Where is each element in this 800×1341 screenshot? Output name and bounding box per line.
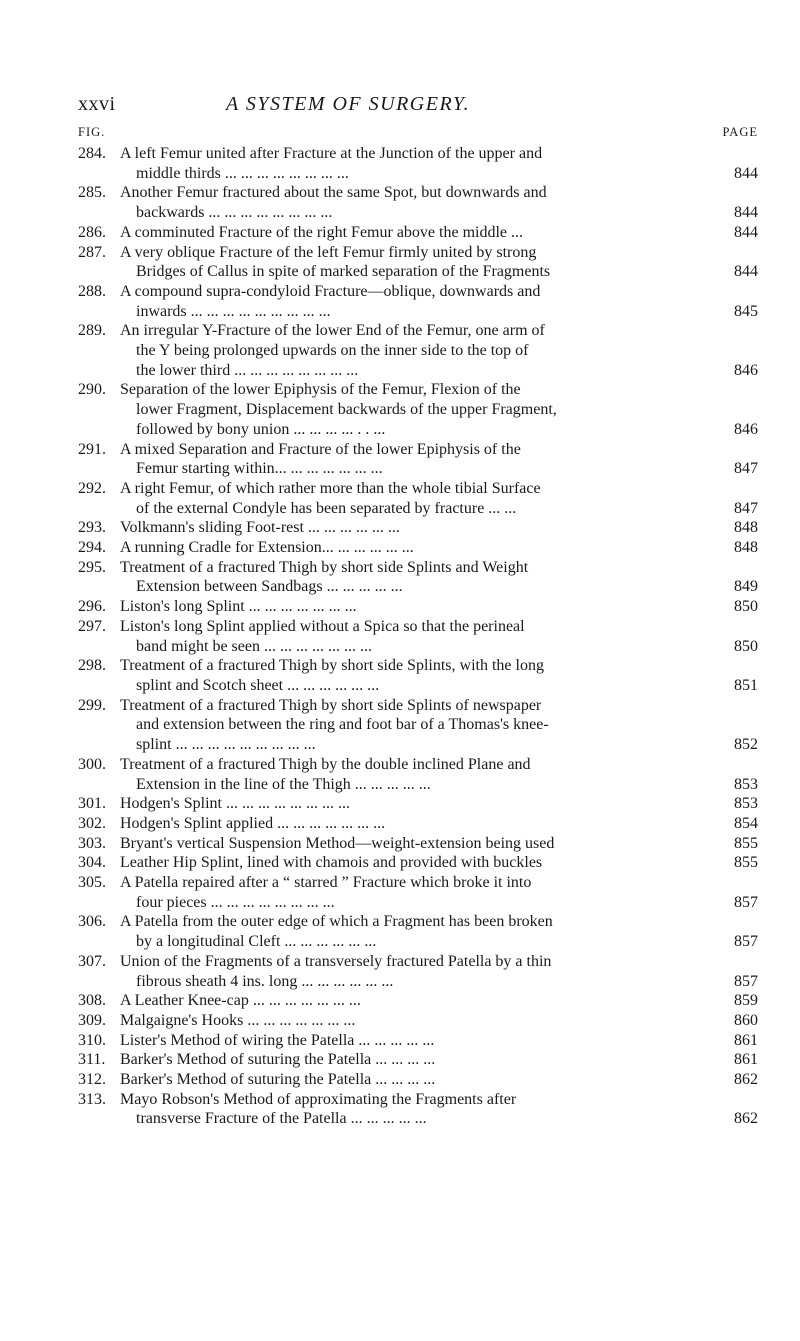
- description-line: by a longitudinal Cleft ... ... ... ... ... ...: [136, 933, 377, 951]
- figure-description: [120, 853, 724, 873]
- figure-description: [120, 656, 724, 695]
- page-reference: 853: [734, 775, 758, 793]
- description-line: Mayo Robson's Method of approximating the Fragments after: [120, 1090, 517, 1108]
- figure-number: 293.: [78, 519, 106, 537]
- page-reference: 855: [734, 854, 758, 872]
- description-line: Leather Hip Splint, lined with chamois and provided with buckles: [120, 854, 543, 872]
- figure-entry: [78, 1090, 758, 1129]
- description-line: Treatment of a fractured Thigh by short side Splints and Weight: [120, 558, 529, 576]
- figure-description: [120, 1031, 724, 1051]
- figure-description: [120, 243, 724, 282]
- description-line: Malgaigne's Hooks ... ... ... ... ... ... ...: [120, 1011, 356, 1029]
- figure-description: [120, 814, 724, 834]
- figure-number: 300.: [78, 755, 106, 773]
- figure-description: [120, 991, 724, 1011]
- page-reference: 845: [734, 302, 758, 320]
- figure-number: 295.: [78, 558, 106, 576]
- figure-entry: [78, 696, 758, 755]
- figure-entry: [78, 282, 758, 321]
- page-reference: 846: [734, 361, 758, 379]
- figure-description: [120, 1011, 724, 1031]
- page-reference: 844: [734, 204, 758, 222]
- page-reference: 847: [734, 460, 758, 478]
- description-line: Union of the Fragments of a transversely fractured Patella by a thin: [120, 952, 552, 970]
- page-reference: 861: [734, 1051, 758, 1069]
- figure-description: [120, 1090, 724, 1129]
- figure-entry: [78, 1031, 758, 1051]
- page-reference: 844: [734, 164, 758, 182]
- page-reference: 846: [734, 420, 758, 438]
- figure-number: 299.: [78, 696, 106, 714]
- figure-entry: [78, 873, 758, 912]
- figure-entry: [78, 1011, 758, 1031]
- description-line: Separation of the lower Epiphysis of the Femur, Flexion of the: [120, 381, 521, 399]
- description-line: inwards ... ... ... ... ... ... ... ... ...: [136, 302, 331, 320]
- description-line: Extension between Sandbags ... ... ... ... ...: [136, 578, 403, 596]
- figure-number: 291.: [78, 440, 106, 458]
- figure-entry: [78, 479, 758, 518]
- description-line: Lister's Method of wiring the Patella ... ... ... ... ...: [120, 1031, 435, 1049]
- figure-number: 311.: [78, 1051, 106, 1069]
- figure-description: [120, 223, 724, 243]
- figure-description: [120, 558, 724, 597]
- figure-description: [120, 321, 724, 380]
- figure-entry: [78, 183, 758, 222]
- page-reference: 854: [734, 814, 758, 832]
- page-reference: 851: [734, 676, 758, 694]
- column-headings: [78, 125, 758, 141]
- figure-number: 289.: [78, 322, 106, 340]
- description-line: Liston's long Splint applied without a Spica so that the perineal: [120, 617, 525, 635]
- description-line: Bryant's vertical Suspension Method—weight-extension being used: [120, 834, 555, 852]
- description-line: A running Cradle for Extension... ... ... ... ... ...: [120, 539, 414, 557]
- figure-description: [120, 538, 724, 558]
- description-line: middle thirds ... ... ... ... ... ... ... ...: [136, 164, 349, 182]
- page-reference: 847: [734, 499, 758, 517]
- description-line: band might be seen ... ... ... ... ... ... ...: [136, 637, 372, 655]
- figure-list: [78, 144, 758, 1129]
- figure-description: [120, 617, 724, 656]
- figure-description: [120, 597, 724, 617]
- figure-entry: [78, 617, 758, 656]
- figure-number: 307.: [78, 952, 106, 970]
- description-line: Bridges of Callus in spite of marked separation of the Fragments: [136, 263, 551, 281]
- figure-description: [120, 1050, 724, 1070]
- description-line: lower Fragment, Displacement backwards of the upper Fragment,: [136, 401, 557, 419]
- figure-number: 303.: [78, 834, 106, 852]
- description-line: and extension between the ring and foot bar of a Thomas's knee-: [136, 716, 549, 734]
- figure-number: 287.: [78, 243, 106, 261]
- figure-description: [120, 282, 724, 321]
- figure-entry: [78, 440, 758, 479]
- figure-entry: [78, 321, 758, 380]
- description-line: Liston's long Splint ... ... ... ... ... ... ...: [120, 598, 357, 616]
- description-line: A Leather Knee-cap ... ... ... ... ... ... ...: [120, 992, 361, 1010]
- figure-number: 288.: [78, 282, 106, 300]
- page-reference: 861: [734, 1031, 758, 1049]
- page-number-roman: xxvi: [78, 93, 116, 115]
- figure-description: [120, 794, 724, 814]
- figure-number: 284.: [78, 145, 106, 162]
- page-reference: 857: [734, 933, 758, 951]
- figure-number: 313.: [78, 1090, 106, 1108]
- figure-description: [120, 696, 724, 755]
- description-line: Hodgen's Splint ... ... ... ... ... ... ... ...: [120, 795, 350, 813]
- figure-number: 305.: [78, 874, 106, 892]
- figure-description: [120, 479, 724, 518]
- description-line: A left Femur united after Fracture at the Junction of the upper and: [120, 145, 543, 162]
- description-line: four pieces ... ... ... ... ... ... ... ...: [136, 893, 335, 911]
- figure-description: [120, 755, 724, 794]
- figure-description: [120, 380, 724, 439]
- figure-number: 302.: [78, 814, 106, 832]
- figure-entry: [78, 834, 758, 854]
- description-line: An irregular Y-Fracture of the lower End of the Femur, one arm of: [120, 322, 545, 340]
- description-line: Extension in the line of the Thigh ... ... ... ... ...: [136, 775, 431, 793]
- page-header: [78, 93, 758, 117]
- figure-entry: [78, 243, 758, 282]
- page-reference: 852: [734, 736, 758, 754]
- figure-number: 285.: [78, 184, 106, 202]
- figure-number: 292.: [78, 479, 106, 497]
- figure-entry: [78, 597, 758, 617]
- figure-entry: [78, 558, 758, 597]
- page-reference: 857: [734, 893, 758, 911]
- figure-entry: [78, 794, 758, 814]
- description-line: followed by bony union ... ... ... ... . . ...: [136, 420, 386, 438]
- figure-description: [120, 834, 724, 854]
- figure-number: 306.: [78, 913, 106, 931]
- figure-entry: [78, 1070, 758, 1090]
- description-line: the lower third ... ... ... ... ... ... ... ...: [136, 361, 359, 379]
- description-line: splint and Scotch sheet ... ... ... ... ... ...: [136, 676, 380, 694]
- fig-column-heading: FIG.: [78, 125, 106, 139]
- description-line: backwards ... ... ... ... ... ... ... ...: [136, 204, 333, 222]
- page-reference: 848: [734, 539, 758, 557]
- description-line: Another Femur fractured about the same Spot, but downwards and: [120, 184, 547, 202]
- figure-description: [120, 183, 724, 222]
- figure-description: [120, 912, 724, 951]
- description-line: A Patella repaired after a “ starred ” Fracture which broke it into: [120, 874, 532, 892]
- figure-number: 290.: [78, 381, 106, 399]
- description-line: Volkmann's sliding Foot-rest ... ... ... ... ... ...: [120, 519, 400, 537]
- figure-description: [120, 873, 724, 912]
- figure-number: 312.: [78, 1071, 106, 1089]
- description-line: of the external Condyle has been separated by fracture ... ...: [136, 499, 517, 517]
- figure-entry: [78, 538, 758, 558]
- figure-number: 308.: [78, 992, 106, 1010]
- page-reference: 862: [734, 1110, 758, 1128]
- page-reference: 844: [734, 223, 758, 241]
- description-line: Barker's Method of suturing the Patella ... ... ... ...: [120, 1071, 436, 1089]
- figure-description: [120, 518, 724, 538]
- page-reference: 849: [734, 578, 758, 596]
- figure-entry: [78, 223, 758, 243]
- page-reference: 848: [734, 519, 758, 537]
- figure-number: 309.: [78, 1011, 106, 1029]
- figure-number: 297.: [78, 617, 106, 635]
- figure-entry: [78, 656, 758, 695]
- page-reference: 844: [734, 263, 758, 281]
- description-line: fibrous sheath 4 ins. long ... ... ... ... ... ...: [136, 972, 394, 990]
- description-line: Treatment of a fractured Thigh by short side Splints of newspaper: [120, 696, 542, 714]
- description-line: A very oblique Fracture of the left Femur firmly united by strong: [120, 243, 537, 261]
- description-line: A mixed Separation and Fracture of the lower Epiphysis of the: [120, 440, 521, 458]
- figure-entry: [78, 144, 758, 183]
- figure-number: 294.: [78, 539, 106, 557]
- description-line: Treatment of a fractured Thigh by short side Splints, with the long: [120, 657, 544, 675]
- figure-number: 296.: [78, 598, 106, 616]
- page-reference: 850: [734, 637, 758, 655]
- figure-entry: [78, 518, 758, 538]
- description-line: Treatment of a fractured Thigh by the double inclined Plane and: [120, 755, 531, 773]
- page-column-heading: PAGE: [722, 125, 758, 139]
- figure-description: [120, 440, 724, 479]
- figure-entry: [78, 991, 758, 1011]
- page-reference: 853: [734, 795, 758, 813]
- description-line: A right Femur, of which rather more than the whole tibial Surface: [120, 479, 541, 497]
- description-line: Hodgen's Splint applied ... ... ... ... ... ... ...: [120, 814, 386, 832]
- figure-entry: [78, 755, 758, 794]
- figure-entry: [78, 952, 758, 991]
- figure-description: [120, 1070, 724, 1090]
- description-line: transverse Fracture of the Patella ... ... ... ... ...: [136, 1110, 427, 1128]
- page-reference: 857: [734, 972, 758, 990]
- figure-entry: [78, 380, 758, 439]
- figure-description: [120, 952, 724, 991]
- page-reference: 850: [734, 598, 758, 616]
- figure-number: 310.: [78, 1031, 106, 1049]
- running-title: A SYSTEM OF SURGERY.: [226, 93, 471, 115]
- description-line: Barker's Method of suturing the Patella ... ... ... ...: [120, 1051, 436, 1069]
- figure-entry: [78, 853, 758, 873]
- description-line: A Patella from the outer edge of which a Fragment has been broken: [120, 913, 553, 931]
- figure-entry: [78, 814, 758, 834]
- page-reference: 855: [734, 834, 758, 852]
- figure-number: 286.: [78, 223, 106, 241]
- description-line: A compound supra-condyloid Fracture—oblique, downwards and: [120, 282, 541, 300]
- figure-entry: [78, 912, 758, 951]
- figure-number: 301.: [78, 795, 106, 813]
- description-line: Femur starting within... ... ... ... ... ... ...: [136, 460, 383, 478]
- page-reference: 860: [734, 1011, 758, 1029]
- figure-description: [120, 144, 724, 183]
- page-reference: 859: [734, 992, 758, 1010]
- figure-number: 298.: [78, 657, 106, 675]
- page-reference: 862: [734, 1071, 758, 1089]
- description-line: the Y being prolonged upwards on the inner side to the top of: [136, 342, 529, 360]
- figure-entry: [78, 1050, 758, 1070]
- figure-number: 304.: [78, 854, 106, 872]
- description-line: splint ... ... ... ... ... ... ... ... ...: [136, 736, 316, 754]
- description-line: A comminuted Fracture of the right Femur above the middle ...: [120, 223, 524, 241]
